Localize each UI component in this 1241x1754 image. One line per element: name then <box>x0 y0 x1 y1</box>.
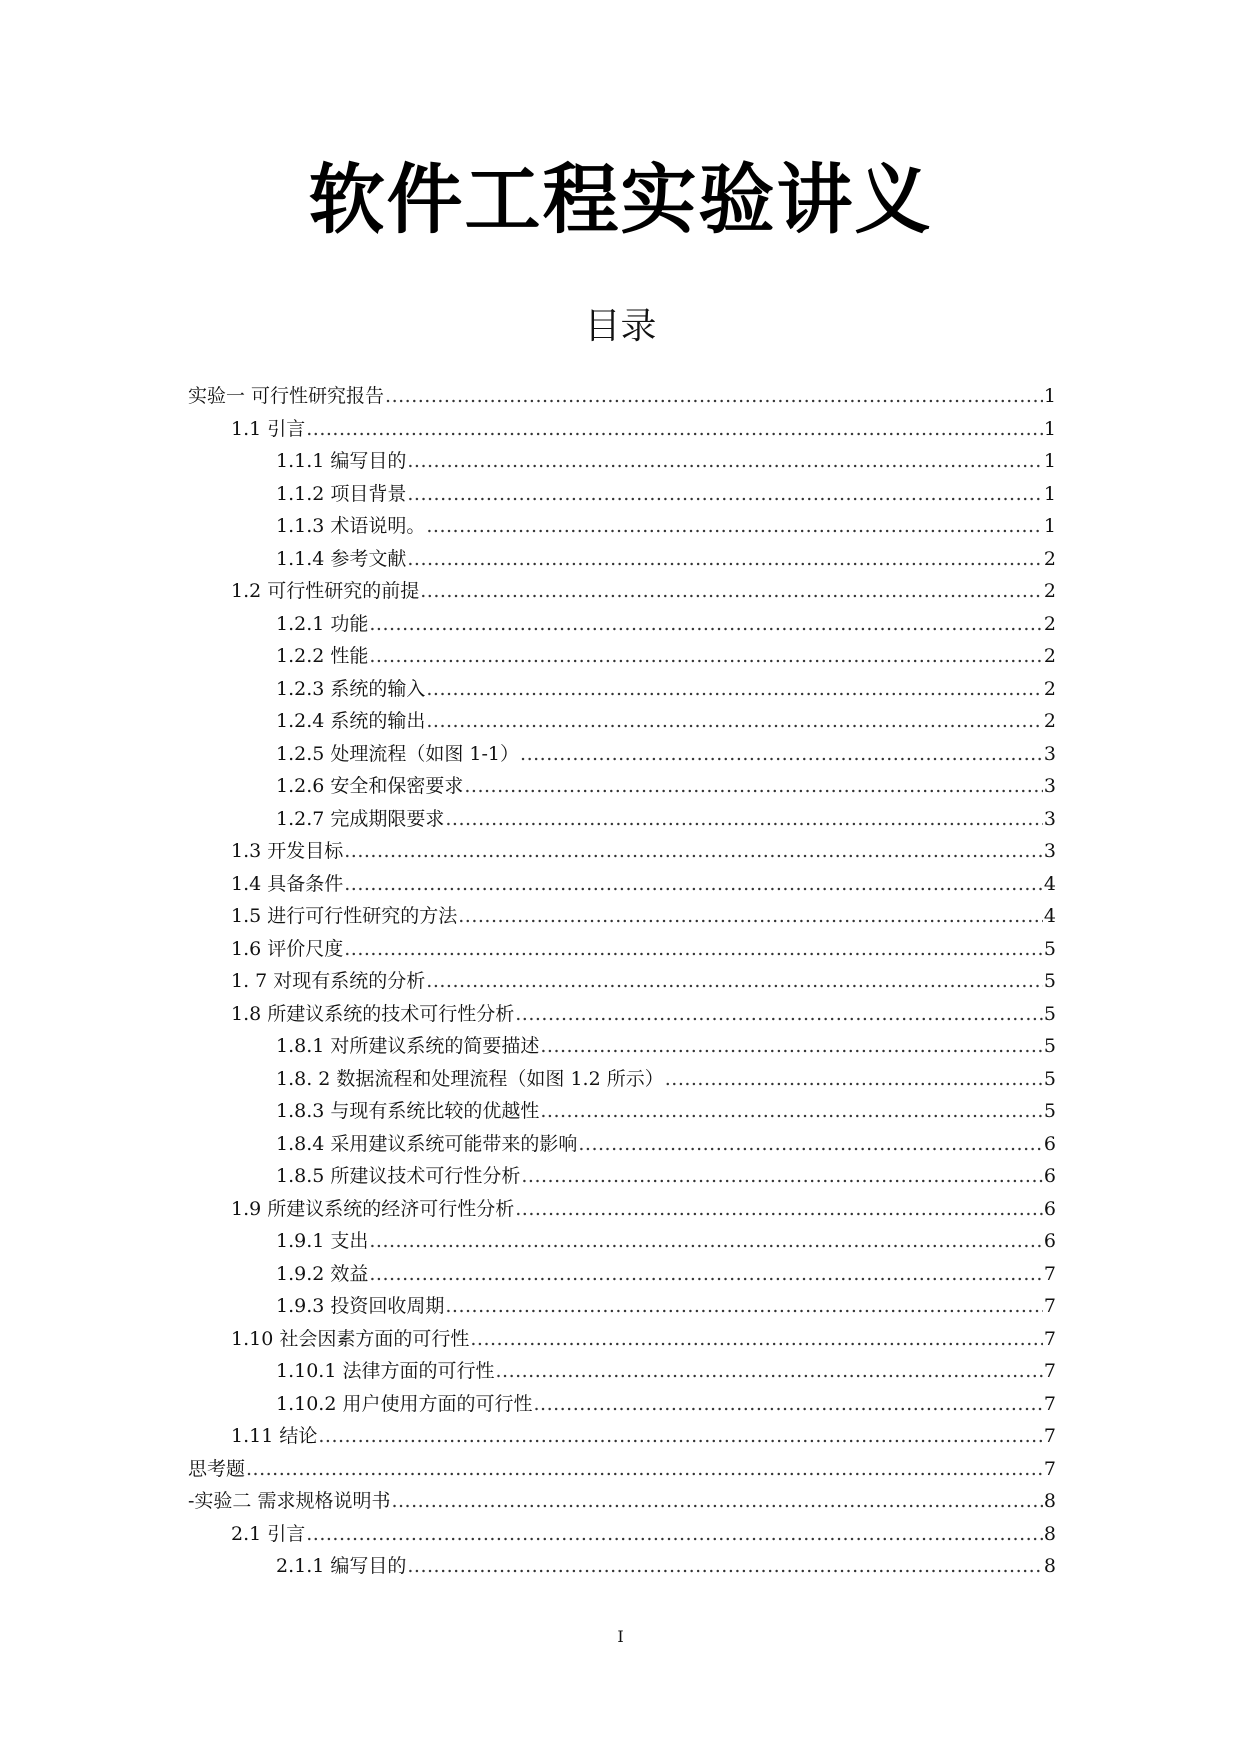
toc-entry-label: 1.2.3 系统的输入 <box>276 677 426 700</box>
toc-leader-dots <box>369 1258 1043 1291</box>
toc-entry[interactable] <box>188 965 1056 998</box>
toc-leader-dots <box>318 1420 1043 1453</box>
toc-entry-label: 1.2.1 功能 <box>276 612 369 635</box>
toc-leader-dots <box>385 380 1043 413</box>
toc-entry[interactable] <box>188 770 1056 803</box>
toc-entry-page: 3 <box>1043 775 1056 797</box>
toc-heading: 目录 <box>584 306 657 347</box>
toc-entry[interactable] <box>188 803 1056 836</box>
toc-entry[interactable] <box>188 640 1056 673</box>
toc-entry[interactable] <box>188 1388 1056 1421</box>
toc-leader-dots <box>520 738 1043 771</box>
toc-entry-label: 1.2.7 完成期限要求 <box>276 807 445 830</box>
toc-entry-page: 6 <box>1043 1230 1056 1252</box>
toc-leader-dots <box>458 900 1043 933</box>
toc-entry-page: 2 <box>1043 645 1056 667</box>
toc-entry-label: 1.2.2 性能 <box>276 645 369 667</box>
toc-entry[interactable] <box>188 478 1056 511</box>
toc-entry-label: 1.2.4 系统的输出 <box>276 710 426 732</box>
toc-entry-label: 1.10.2 用户使用方面的可行性 <box>276 1392 533 1415</box>
toc-entry[interactable] <box>188 1193 1056 1226</box>
toc-entry-label: 1.10.1 法律方面的可行性 <box>276 1360 495 1382</box>
toc-entry-label: 1.1 引言 <box>231 417 306 440</box>
toc-entry-page: 7 <box>1043 1262 1056 1285</box>
toc-leader-dots <box>407 478 1043 511</box>
toc-entry-label: 1.2 可行性研究的前提 <box>231 580 420 602</box>
toc-leader-dots <box>521 1160 1043 1193</box>
document-title: 软件工程实验讲义 <box>308 155 933 244</box>
toc-leader-dots <box>344 835 1043 868</box>
toc-entry-page: 6 <box>1043 1165 1056 1187</box>
toc-leader-dots <box>426 673 1043 706</box>
toc-entry-label: 1.2.6 安全和保密要求 <box>276 775 464 797</box>
toc-leader-dots <box>426 965 1043 998</box>
toc-entry-page: 1 <box>1043 515 1056 537</box>
toc-entry-label: 1.4 具备条件 <box>231 872 344 895</box>
toc-entry-label: 1.8.4 采用建议系统可能带来的影响 <box>276 1132 578 1155</box>
toc-entry-label: 1.6 评价尺度 <box>231 937 344 960</box>
toc-entry[interactable] <box>188 1420 1056 1453</box>
toc-entry-page: 3 <box>1043 807 1056 830</box>
toc-entry-label: 1. 7 对现有系统的分析 <box>231 970 426 992</box>
toc-entry-page: 5 <box>1043 937 1056 960</box>
toc-entry-label: 1.11 结论 <box>231 1425 318 1447</box>
toc-entry[interactable] <box>188 1485 1056 1518</box>
toc-leader-dots <box>515 1193 1043 1226</box>
toc-entry-label: 1.1.3 术语说明。 <box>276 515 426 537</box>
toc-entry[interactable] <box>188 738 1056 771</box>
toc-entry-page: 5 <box>1043 1002 1056 1025</box>
toc-entry[interactable] <box>188 1290 1056 1323</box>
toc-leader-dots <box>420 575 1043 608</box>
toc-entry-page: 7 <box>1043 1392 1056 1415</box>
toc-leader-dots <box>445 803 1043 836</box>
toc-entry-page: 2 <box>1043 710 1056 732</box>
toc-entry-label: 1.10 社会因素方面的可行性 <box>231 1327 470 1350</box>
toc-entry-label: 1.1.4 参考文献 <box>276 547 407 570</box>
toc-entry-page: 8 <box>1043 1490 1056 1512</box>
toc-entry-page: 4 <box>1043 905 1056 927</box>
toc-leader-dots <box>407 543 1043 576</box>
toc-entry-page: 2 <box>1043 547 1056 570</box>
toc-entry[interactable] <box>188 900 1056 933</box>
toc-entry-page: 3 <box>1043 840 1056 862</box>
toc-entry[interactable] <box>188 1030 1056 1063</box>
toc-entry[interactable] <box>188 1518 1056 1551</box>
toc-entry[interactable] <box>188 445 1056 478</box>
toc-entry-label: 1.8.5 所建议技术可行性分析 <box>276 1165 521 1187</box>
toc-entry-page: 3 <box>1043 742 1056 765</box>
toc-entry-page: 1 <box>1043 482 1056 505</box>
toc-entry[interactable] <box>188 575 1056 608</box>
toc-entry-page: 6 <box>1043 1132 1056 1155</box>
toc-leader-dots <box>464 770 1043 803</box>
toc-entry[interactable] <box>188 510 1056 543</box>
toc-entry[interactable] <box>188 933 1056 966</box>
toc-entry-label: 1.8.1 对所建议系统的简要描述 <box>276 1035 540 1057</box>
toc-leader-dots <box>306 413 1043 446</box>
toc-entry-page: 2 <box>1043 580 1056 602</box>
toc-entry-page: 1 <box>1043 385 1056 407</box>
toc-entry-page: 2 <box>1043 677 1056 700</box>
toc-leader-dots <box>540 1030 1043 1063</box>
toc-entry[interactable] <box>188 413 1056 446</box>
toc-entry-label: 1.5 进行可行性研究的方法 <box>231 905 458 927</box>
toc-entry[interactable] <box>188 380 1056 413</box>
toc-entry-label: 1.2.5 处理流程（如图 1-1） <box>276 742 520 765</box>
toc-leader-dots <box>369 1225 1043 1258</box>
toc-entry-page: 6 <box>1043 1197 1056 1220</box>
toc-entry-label: 2.1 引言 <box>231 1522 306 1545</box>
toc-entry-page: 4 <box>1043 872 1056 895</box>
toc-leader-dots <box>665 1063 1043 1096</box>
toc-entry[interactable] <box>188 1063 1056 1096</box>
toc-entry[interactable] <box>188 1355 1056 1388</box>
toc-entry-page: 7 <box>1043 1327 1056 1350</box>
toc-leader-dots <box>470 1323 1043 1356</box>
toc-entry-page: 7 <box>1043 1425 1056 1447</box>
table-of-contents <box>188 380 1056 1583</box>
toc-entry-label: 1.8. 2 数据流程和处理流程（如图 1.2 所示） <box>276 1067 664 1090</box>
toc-entry[interactable] <box>188 1258 1056 1291</box>
toc-entry-label: 2.1.1 编写目的 <box>276 1555 407 1577</box>
toc-entry-label: 1.9.2 效益 <box>276 1262 369 1285</box>
toc-entry[interactable] <box>188 998 1056 1031</box>
toc-leader-dots <box>426 510 1043 543</box>
toc-entry[interactable] <box>188 705 1056 738</box>
toc-entry[interactable] <box>188 1323 1056 1356</box>
toc-entry-label: 1.8 所建议系统的技术可行性分析 <box>231 1002 515 1025</box>
toc-entry-page: 7 <box>1043 1457 1056 1480</box>
toc-entry[interactable] <box>188 1550 1056 1583</box>
toc-leader-dots <box>426 705 1043 738</box>
toc-entry-label: 1.1.2 项目背景 <box>276 482 407 505</box>
toc-entry-page: 1 <box>1043 417 1056 440</box>
toc-entry-page: 5 <box>1043 1100 1056 1122</box>
toc-entry-page: 5 <box>1043 1035 1056 1057</box>
toc-entry[interactable] <box>188 868 1056 901</box>
toc-entry-page: 5 <box>1043 1067 1056 1090</box>
toc-entry-page: 5 <box>1043 970 1056 992</box>
toc-entry[interactable] <box>188 673 1056 706</box>
toc-entry-label: 1.9 所建议系统的经济可行性分析 <box>231 1197 515 1220</box>
toc-entry[interactable] <box>188 1225 1056 1258</box>
toc-leader-dots <box>445 1290 1043 1323</box>
toc-leader-dots <box>578 1128 1043 1161</box>
toc-leader-dots <box>515 998 1043 1031</box>
toc-entry-page: 2 <box>1043 612 1056 635</box>
toc-entry-page: 1 <box>1043 450 1056 472</box>
toc-leader-dots <box>246 1453 1043 1486</box>
page-number: I <box>617 1627 624 1646</box>
toc-entry-label: 1.9.1 支出 <box>276 1230 369 1252</box>
toc-leader-dots <box>369 608 1043 641</box>
toc-leader-dots <box>407 445 1043 478</box>
toc-entry-page: 7 <box>1043 1295 1056 1317</box>
toc-entry-label: -实验二 需求规格说明书 <box>188 1490 391 1512</box>
toc-entry-label: 思考题 <box>188 1457 246 1480</box>
toc-entry-label: 1.3 开发目标 <box>231 840 344 862</box>
toc-leader-dots <box>344 933 1043 966</box>
toc-leader-dots <box>533 1388 1042 1421</box>
toc-leader-dots <box>344 868 1043 901</box>
toc-entry[interactable] <box>188 835 1056 868</box>
toc-entry-page: 7 <box>1043 1360 1056 1382</box>
toc-leader-dots <box>407 1550 1043 1583</box>
toc-entry[interactable] <box>188 1095 1056 1128</box>
toc-entry-label: 1.1.1 编写目的 <box>276 450 407 472</box>
toc-entry[interactable] <box>188 1160 1056 1193</box>
toc-entry-label: 1.8.3 与现有系统比较的优越性 <box>276 1100 540 1122</box>
toc-entry[interactable] <box>188 608 1056 641</box>
toc-entry[interactable] <box>188 543 1056 576</box>
toc-entry-page: 8 <box>1043 1522 1056 1545</box>
toc-leader-dots <box>391 1485 1042 1518</box>
toc-entry-page: 8 <box>1043 1555 1056 1577</box>
toc-entry-label: 1.9.3 投资回收周期 <box>276 1295 445 1317</box>
toc-leader-dots <box>540 1095 1043 1128</box>
toc-leader-dots <box>369 640 1043 673</box>
toc-leader-dots <box>495 1355 1042 1388</box>
toc-leader-dots <box>306 1518 1043 1551</box>
toc-entry[interactable] <box>188 1453 1056 1486</box>
toc-entry-label: 实验一 可行性研究报告 <box>188 385 385 407</box>
toc-entry[interactable] <box>188 1128 1056 1161</box>
